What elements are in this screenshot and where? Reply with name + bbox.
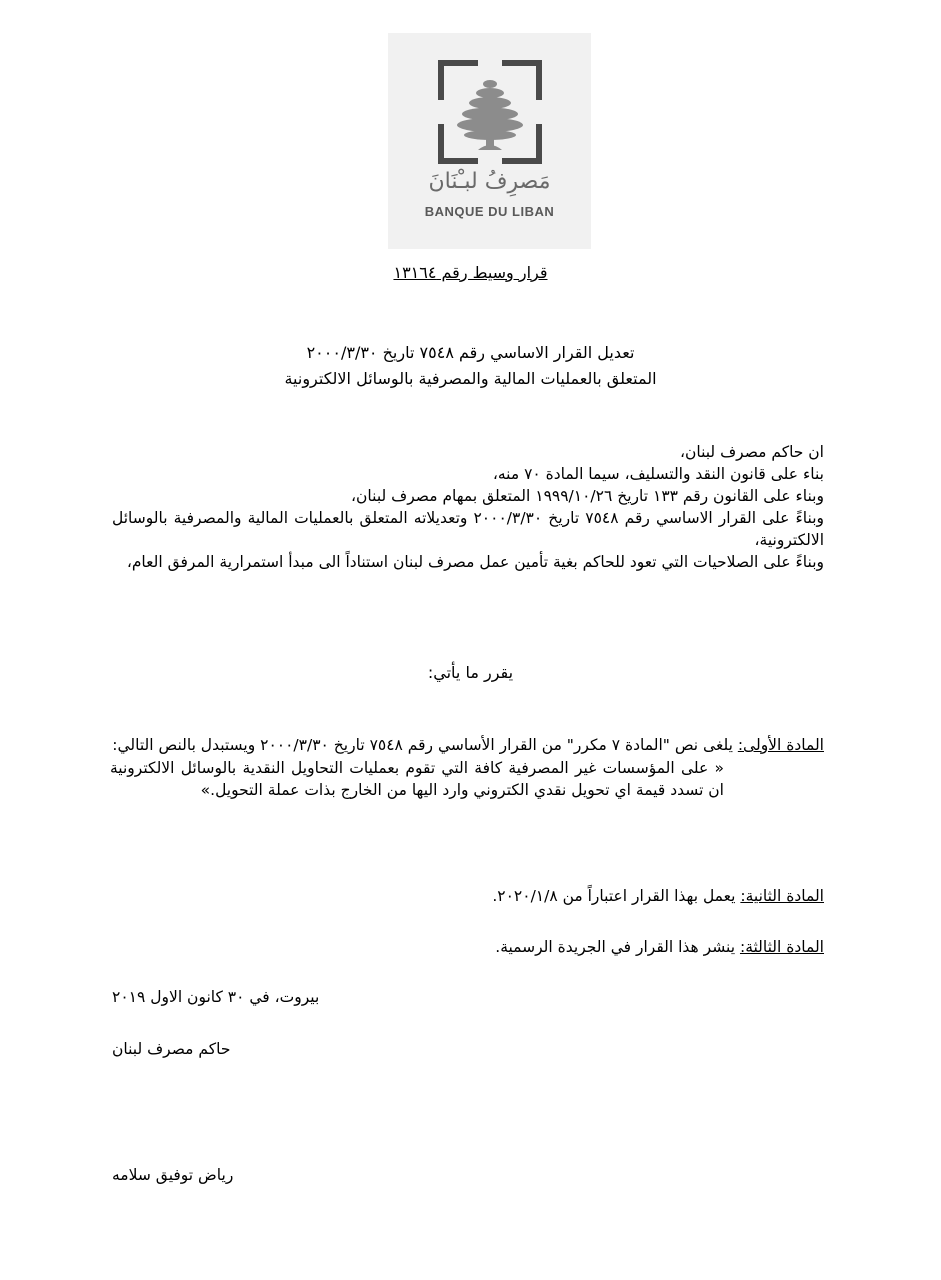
governor-title: حاكم مصرف لبنان (112, 1040, 231, 1058)
signatory-name: رياض توفيق سلامه (112, 1166, 234, 1184)
article-first-label: المادة الأولى: (737, 736, 824, 754)
article-third-label: المادة الثالثة: (739, 938, 824, 956)
decides-heading: يقرر ما يأتي: (427, 663, 514, 682)
decision-title (0, 263, 941, 282)
preamble-line: بناء على قانون النقد والتسليف، سيما المادة ٧٠ منه، (492, 465, 824, 483)
preamble-line: ان حاكم مصرف لبنان، (679, 443, 824, 461)
logo-latin-name: BANQUE DU LIBAN (424, 204, 555, 219)
article-first-text: يلغى نص "المادة ٧ مكرر" من القرار الأساسي رقم ٧٥٤٨ تاريخ ٢٠٠٠/٣/٣٠ ويستبدل بالنص التالي: (112, 736, 733, 754)
subject-line-2: المتعلق بالعمليات المالية والمصرفية بالوسائل الالكترونية (284, 369, 657, 388)
article-second-label: المادة الثانية: (740, 887, 824, 905)
article-second-text: يعمل بهذا القرار اعتباراً من ٢٠٢٠/١/٨. (492, 887, 736, 905)
article-first-quote: « على المؤسسات غير المصرفية كافة التي تقوم بعمليات التحاويل النقدية بالوسائل الالكترونية ان تسدد قيمة اي تحويل نقدي الكتروني وارد اليها من الخارج بذات عملة التحويل.» (110, 758, 724, 799)
place-and-date: بيروت، في ٣٠ كانون الاول ٢٠١٩ (112, 988, 320, 1006)
bank-logo (388, 33, 591, 249)
article-third (110, 936, 824, 958)
preamble (112, 441, 824, 573)
subject-line-1: تعديل القرار الاساسي رقم ٧٥٤٨ تاريخ ٢٠٠٠/٣/٣٠ (306, 343, 635, 362)
article-first (110, 734, 824, 802)
logo-arabic-name: مَصرِفُ لبـْنَانَ (428, 169, 551, 194)
preamble-line: وبناءً على القرار الاساسي رقم ٧٥٤٨ تاريخ ٢٠٠٠/٣/٣٠ وتعديلاته المتعلق بالعمليات المالية والمصرفية بالوسائل الالكترونية، (112, 509, 824, 549)
preamble-line: وبناء على القانون رقم ١٣٣ تاريخ ١٩٩٩/١٠/٢٦ المتعلق بمهام مصرف لبنان، (351, 487, 824, 505)
decision-title-text: قرار وسيط رقم ١٣١٦٤ (393, 263, 548, 282)
cedar-tree-icon (438, 60, 542, 164)
decision-subject (0, 340, 941, 392)
article-third-text: ينشر هذا القرار في الجريدة الرسمية. (495, 938, 736, 956)
article-second (110, 885, 824, 907)
preamble-line: وبناءً على الصلاحيات التي تعود للحاكم بغية تأمين عمل مصرف لبنان استناداً الى مبدأ استمرارية المرفق العام، (126, 553, 824, 571)
